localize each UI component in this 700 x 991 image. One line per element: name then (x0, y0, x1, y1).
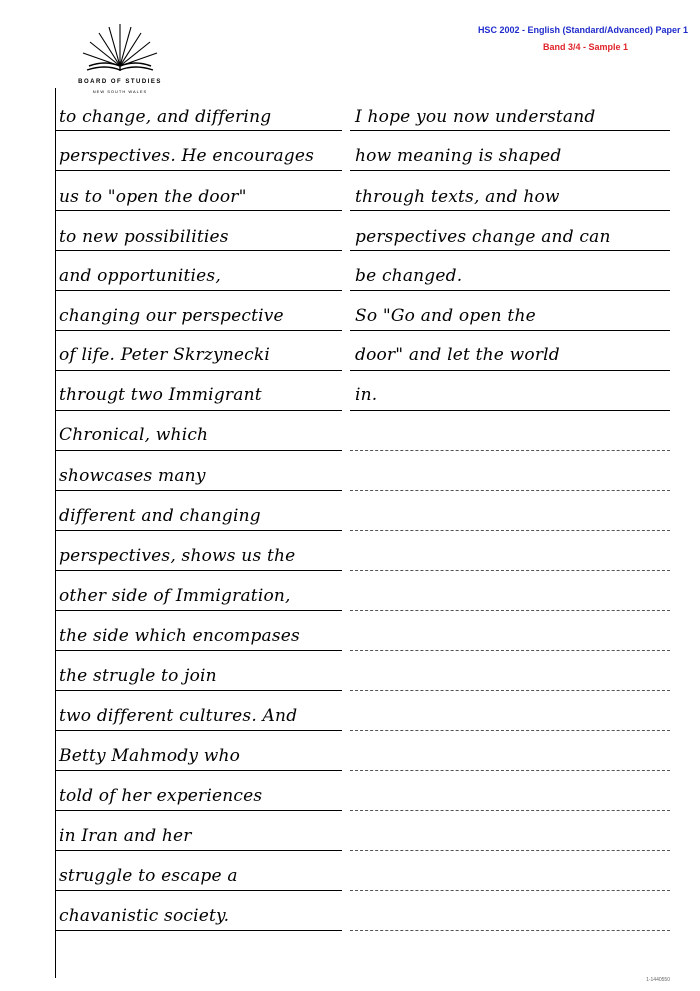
ruled-line-left (55, 770, 342, 771)
ruled-line-right (350, 690, 670, 691)
ruled-line-left (55, 450, 342, 451)
ruled-line-left (55, 130, 342, 131)
ruled-line-left (55, 250, 342, 251)
answer-line: two different cultures. And (59, 706, 298, 726)
answer-line: how meaning is shaped (355, 146, 562, 166)
ruled-line-right (350, 610, 670, 611)
answer-line: to change, and differing (59, 107, 272, 127)
ruled-line-left (55, 690, 342, 691)
ruled-line-right (350, 890, 670, 891)
ruled-line-left (55, 890, 342, 891)
organisation-subtitle: NEW SOUTH WALES (92, 89, 148, 94)
answer-line: and opportunities, (59, 266, 221, 286)
answer-line: I hope you now understand (355, 107, 596, 127)
ruled-line-left (55, 570, 342, 571)
page-stamp: 1-1440550 (646, 977, 670, 983)
answer-line: of life. Peter Skrzynecki (59, 345, 271, 365)
answer-line: the side which encompases (59, 626, 300, 646)
answer-line: changing our perspective (59, 306, 284, 326)
ruled-line-left (55, 530, 342, 531)
answer-line: different and changing (59, 506, 261, 526)
answer-line: Betty Mahmody who (59, 746, 241, 766)
answer-line: So "Go and open the (355, 306, 536, 326)
ruled-line-left (55, 810, 342, 811)
answer-line: perspectives change and can (355, 227, 611, 247)
ruled-line-left (55, 730, 342, 731)
ruled-line-left (55, 210, 342, 211)
answer-line: other side of Immigration, (59, 586, 291, 606)
answer-line: told of her experiences (59, 786, 263, 806)
answer-line: in. (355, 385, 378, 405)
ruled-line-right (350, 130, 670, 131)
ruled-line-right (350, 170, 670, 171)
ruled-line-right (350, 730, 670, 731)
answer-line: Chronical, which (59, 425, 209, 445)
ruled-line-left (55, 850, 342, 851)
ruled-line-right (350, 450, 670, 451)
ruled-line-right (350, 330, 670, 331)
ruled-line-left (55, 290, 342, 291)
board-of-studies-logo (75, 22, 165, 104)
ruled-line-right (350, 650, 670, 651)
sunburst-book-icon (75, 22, 165, 78)
answer-line: to new possibilities (59, 227, 229, 247)
ruled-line-right (350, 850, 670, 851)
ruled-line-left (55, 490, 342, 491)
answer-line: showcases many (59, 466, 206, 486)
exam-title: HSC 2002 - English (Standard/Advanced) Paper 1 (477, 25, 688, 35)
organisation-name: BOARD OF STUDIES (78, 79, 162, 85)
answer-line: chavanistic society. (59, 906, 230, 926)
ruled-line-right (350, 930, 670, 931)
answer-line: door" and let the world (355, 345, 560, 365)
ruled-line-left (55, 650, 342, 651)
ruled-line-left (55, 610, 342, 611)
ruled-line-right (350, 530, 670, 531)
page-margin-rule (55, 88, 56, 978)
answer-line: be changed. (355, 266, 463, 286)
ruled-line-right (350, 210, 670, 211)
answer-line: perspectives. He encourages (59, 146, 315, 166)
ruled-line-right (350, 490, 670, 491)
answer-line: in Iran and her (59, 826, 192, 846)
answer-line: perspectives, shows us the (59, 546, 296, 566)
answer-line: us to "open the door" (59, 187, 247, 207)
ruled-line-left (55, 330, 342, 331)
ruled-line-right (350, 810, 670, 811)
ruled-line-left (55, 410, 342, 411)
ruled-line-left (55, 930, 342, 931)
ruled-line-right (350, 410, 670, 411)
answer-line: through texts, and how (355, 187, 560, 207)
ruled-line-right (350, 290, 670, 291)
ruled-line-right (350, 370, 670, 371)
answer-line: struggle to escape a (59, 866, 238, 886)
ruled-line-right (350, 250, 670, 251)
answer-line: the strugle to join (59, 666, 217, 686)
band-sample-label: Band 3/4 - Sample 1 (542, 42, 628, 52)
ruled-line-right (350, 570, 670, 571)
ruled-line-left (55, 370, 342, 371)
answer-line: througt two Immigrant (59, 385, 262, 405)
ruled-line-right (350, 770, 670, 771)
ruled-line-left (55, 170, 342, 171)
